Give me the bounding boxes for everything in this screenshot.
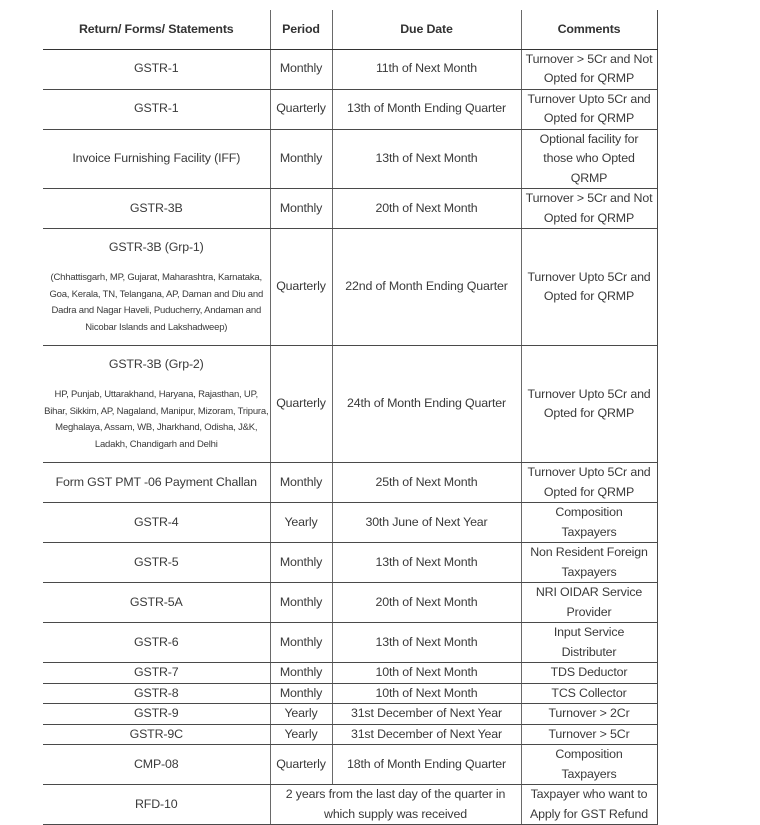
table-row xyxy=(43,683,657,704)
form-cell: GSTR-1 xyxy=(43,49,270,89)
gst-due-dates-table xyxy=(43,10,658,825)
comment-cell: Input Service Distributer xyxy=(521,623,657,663)
due-date-cell: 20th of Next Month xyxy=(332,189,521,229)
due-date-cell: 13th of Next Month xyxy=(332,543,521,583)
due-date-cell: 13th of Next Month xyxy=(332,623,521,663)
table-row xyxy=(43,503,657,543)
form-cell xyxy=(43,346,270,463)
period-cell: Quarterly xyxy=(270,229,332,346)
period-cell: Yearly xyxy=(270,724,332,745)
period-cell: Monthly xyxy=(270,683,332,704)
comment-cell: Turnover > 5Cr and Not Opted for QRMP xyxy=(521,189,657,229)
form-cell: GSTR-3B xyxy=(43,189,270,229)
header-period: Period xyxy=(270,10,332,49)
form-cell: GSTR-9 xyxy=(43,704,270,725)
comment-cell: Turnover > 5Cr xyxy=(521,724,657,745)
form-cell: GSTR-6 xyxy=(43,623,270,663)
comment-cell: Composition Taxpayers xyxy=(521,503,657,543)
period-cell: Monthly xyxy=(270,583,332,623)
header-form: Return/ Forms/ Statements xyxy=(43,10,270,49)
form-cell: RFD-10 xyxy=(43,785,270,825)
form-title: GSTR-3B (Grp-1) xyxy=(108,239,204,254)
comment-cell: Optional facility for those who Opted QRMP xyxy=(521,129,657,189)
comment-cell: NRI OIDAR Service Provider xyxy=(521,583,657,623)
form-cell: GSTR-7 xyxy=(43,663,270,684)
period-cell: Monthly xyxy=(270,189,332,229)
comment-cell: Composition Taxpayers xyxy=(521,745,657,785)
comment-cell: Turnover Upto 5Cr and Opted for QRMP xyxy=(521,463,657,503)
table-row xyxy=(43,189,657,229)
form-cell: GSTR-4 xyxy=(43,503,270,543)
period-cell: Monthly xyxy=(270,663,332,684)
comment-cell: Turnover Upto 5Cr and Opted for QRMP xyxy=(521,89,657,129)
form-cell: GSTR-9C xyxy=(43,724,270,745)
form-cell: Form GST PMT -06 Payment Challan xyxy=(43,463,270,503)
table-row xyxy=(43,623,657,663)
period-cell: Quarterly xyxy=(270,745,332,785)
due-date-cell: 22nd of Month Ending Quarter xyxy=(332,229,521,346)
due-date-cell: 25th of Next Month xyxy=(332,463,521,503)
due-date-cell: 13th of Next Month xyxy=(332,129,521,189)
period-cell: Monthly xyxy=(270,623,332,663)
period-cell: Yearly xyxy=(270,503,332,543)
table-row xyxy=(43,724,657,745)
form-cell: GSTR-8 xyxy=(43,683,270,704)
table-row xyxy=(43,346,657,463)
due-date-cell: 30th June of Next Year xyxy=(332,503,521,543)
state-list: (Chhattisgarh, MP, Gujarat, Maharashtra, Karnataka, Goa, Kerala, TN, Telangana, AP, Daman and Diu and Dadra and Nagar Haveli, Puducherry, Andaman and Nicobar Islands and Lakshadweep) xyxy=(49,272,264,333)
period-cell: Quarterly xyxy=(270,89,332,129)
table-row xyxy=(43,129,657,189)
due-date-cell: 18th of Month Ending Quarter xyxy=(332,745,521,785)
due-date-cell: 10th of Next Month xyxy=(332,683,521,704)
comment-cell: Taxpayer who want to Apply for GST Refund xyxy=(521,785,657,825)
period-cell: Yearly xyxy=(270,704,332,725)
state-list: HP, Punjab, Uttarakhand, Haryana, Rajasthan, UP, Bihar, Sikkim, AP, Nagaland, Manipur, Mizoram, Tripura, Meghalaya, Assam, WB, Jharkhand, Odisha, J&K, Ladakh, Chandigarh and Delhi xyxy=(44,389,269,450)
due-date-cell: 10th of Next Month xyxy=(332,663,521,684)
form-cell: GSTR-1 xyxy=(43,89,270,129)
header-row xyxy=(43,10,657,49)
header-due-date: Due Date xyxy=(332,10,521,49)
table-row xyxy=(43,745,657,785)
table-row xyxy=(43,49,657,89)
table-row xyxy=(43,89,657,129)
comment-cell: Turnover Upto 5Cr and Opted for QRMP xyxy=(521,229,657,346)
header-comments: Comments xyxy=(521,10,657,49)
due-date-cell: 13th of Month Ending Quarter xyxy=(332,89,521,129)
table-row xyxy=(43,663,657,684)
form-cell: GSTR-5 xyxy=(43,543,270,583)
form-cell: Invoice Furnishing Facility (IFF) xyxy=(43,129,270,189)
table-row xyxy=(43,704,657,725)
period-cell: Monthly xyxy=(270,49,332,89)
period-cell: Monthly xyxy=(270,543,332,583)
period-cell: Quarterly xyxy=(270,346,332,463)
comment-cell: TCS Collector xyxy=(521,683,657,704)
period-due-date-cell: 2 years from the last day of the quarter in which supply was received xyxy=(270,785,521,825)
form-cell: CMP-08 xyxy=(43,745,270,785)
comment-cell: Turnover Upto 5Cr and Opted for QRMP xyxy=(521,346,657,463)
comment-cell: Non Resident Foreign Taxpayers xyxy=(521,543,657,583)
form-cell xyxy=(43,229,270,346)
comment-cell: Turnover > 5Cr and Not Opted for QRMP xyxy=(521,49,657,89)
due-date-cell: 31st December of Next Year xyxy=(332,724,521,745)
table-row xyxy=(43,229,657,346)
form-title: GSTR-3B (Grp-2) xyxy=(108,356,204,371)
due-date-cell: 20th of Next Month xyxy=(332,583,521,623)
due-date-cell: 31st December of Next Year xyxy=(332,704,521,725)
due-date-cell: 24th of Month Ending Quarter xyxy=(332,346,521,463)
comment-cell: TDS Deductor xyxy=(521,663,657,684)
table-row xyxy=(43,583,657,623)
period-cell: Monthly xyxy=(270,463,332,503)
table-row xyxy=(43,785,657,825)
due-date-cell: 11th of Next Month xyxy=(332,49,521,89)
table-row xyxy=(43,543,657,583)
period-cell: Monthly xyxy=(270,129,332,189)
comment-cell: Turnover > 2Cr xyxy=(521,704,657,725)
form-cell: GSTR-5A xyxy=(43,583,270,623)
table-row xyxy=(43,463,657,503)
